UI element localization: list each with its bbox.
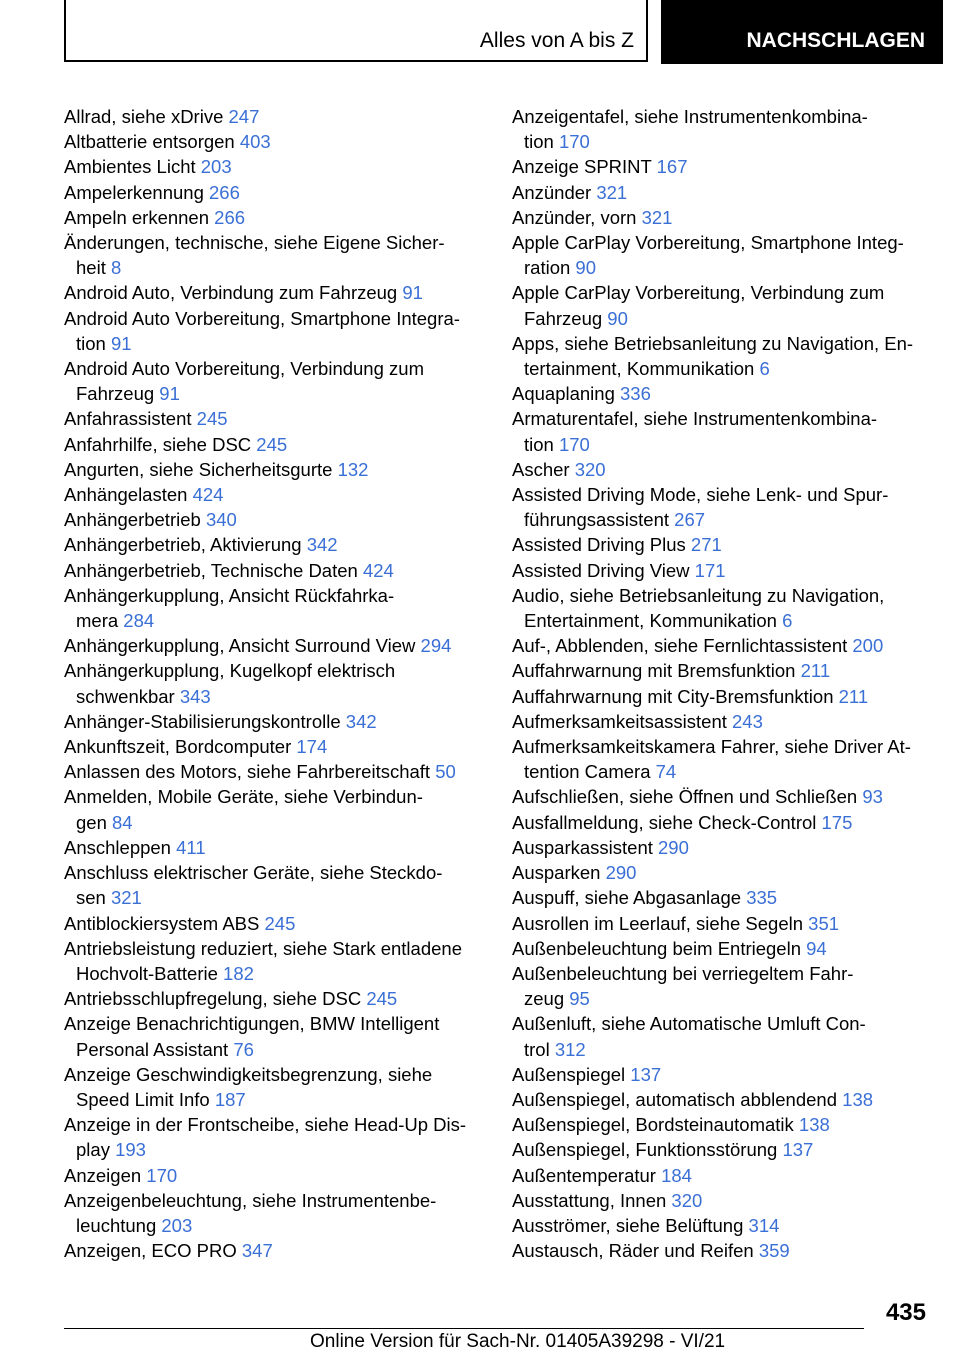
index-entry-term: Angurten, siehe Sicherheitsgurte: [64, 458, 338, 480]
page-reference-link[interactable]: 320: [574, 458, 606, 480]
page-reference-link[interactable]: 267: [674, 509, 706, 531]
index-entry: [64, 306, 484, 356]
section-title: Alles von A bis Z: [479, 29, 634, 52]
index-entry: [64, 709, 484, 734]
page-reference-link[interactable]: 84: [112, 811, 133, 833]
page-reference-link[interactable]: 266: [214, 206, 246, 228]
index-entry-term: Apple CarPlay Vorbereitung, Verbindung zum: [512, 282, 885, 304]
index-entry: [512, 1213, 930, 1238]
index-entry: [512, 684, 930, 709]
page-reference-link[interactable]: 95: [569, 988, 590, 1010]
page-reference-link[interactable]: 170: [146, 1164, 178, 1186]
index-entry-term: Antriebsleistung reduziert, siehe Stark entladene: [64, 937, 462, 959]
page-reference-link[interactable]: 6: [759, 358, 770, 380]
index-entry: [64, 482, 484, 507]
page-reference-link[interactable]: 203: [161, 1214, 193, 1236]
page-reference-link[interactable]: 132: [337, 458, 369, 480]
index-entry-term: Außenspiegel, Bordsteinautomatik: [512, 1114, 799, 1136]
index-entry-term: Auffahrwarnung mit City-Bremsfunktion: [512, 685, 839, 707]
index-entry: [512, 961, 930, 1011]
index-entry-term: Apple CarPlay Vorbereitung, Smartphone Integ-: [512, 232, 904, 254]
index-entry-term: Änderungen, technische, siehe Eigene Sicher-: [64, 232, 445, 254]
page-reference-link[interactable]: 351: [808, 912, 840, 934]
index-entry-term: Anhängerkupplung, Ansicht Rückfahrka-: [64, 584, 395, 606]
page-reference-link[interactable]: 211: [800, 660, 831, 682]
index-entry-term: Anzeige Geschwindigkeitsbegrenzung, siehe: [64, 1063, 433, 1085]
index-entry: [64, 180, 484, 205]
index-entry-term: Ampeln erkennen: [64, 206, 215, 228]
index-entry: [512, 154, 930, 179]
index-entry-term: Außenspiegel, Funktionsstörung: [512, 1139, 783, 1161]
index-entry-term: Anhängerkupplung, Kugelkopf elektrisch: [64, 660, 396, 682]
page-reference-link[interactable]: 320: [671, 1189, 703, 1211]
page-reference-link[interactable]: 403: [239, 131, 271, 153]
index-entry-term-continued: führungsassistent: [524, 509, 675, 531]
index-entry-term: Aufschließen, siehe Öffnen und Schließen: [512, 786, 863, 808]
index-entry-term: Audio, siehe Betriebsanleitung zu Navigation,: [512, 584, 885, 606]
index-entry: [512, 104, 930, 154]
index-entry: [64, 1112, 484, 1162]
page-reference-link[interactable]: 187: [214, 1088, 246, 1110]
index-entry-term-continued: Speed Limit Info: [76, 1088, 215, 1110]
index-entry-term-continued: tion: [524, 433, 559, 455]
index-entry-term: Ausrollen im Leerlauf, siehe Segeln: [512, 912, 809, 934]
index-entry-term: Ambientes Licht: [64, 156, 201, 178]
header-chapter-bar: [661, 0, 943, 64]
index-entry: [64, 280, 484, 305]
page-reference-link[interactable]: 138: [842, 1088, 874, 1110]
index-entry-term: Anhänger-Stabilisierungskontrolle: [64, 710, 346, 732]
index-entry-term: Ausparkassistent: [512, 836, 659, 858]
index-entry: [64, 104, 484, 129]
index-entry-term: Außenbeleuchtung beim Entriegeln: [512, 937, 807, 959]
chapter-title: NACHSCHLAGEN: [746, 29, 925, 52]
page-reference-link[interactable]: 175: [821, 811, 853, 833]
index-entry: [512, 633, 930, 658]
index-entry-term: Anzeige Benachrichtigungen, BMW Intelligent: [64, 1013, 440, 1035]
index-entry: [64, 583, 484, 633]
page-reference-link[interactable]: 245: [196, 408, 228, 430]
index-entry: [64, 759, 484, 784]
index-entry-term-continued: Fahrzeug: [76, 383, 160, 405]
index-entry-term-continued: gen: [76, 811, 113, 833]
footer-version-text: Online Version für Sach-Nr. 01405A39298 - VI/21: [310, 1331, 726, 1352]
page-reference-link[interactable]: 90: [575, 257, 596, 279]
index-entry-term: Auspuff, siehe Abgasanlage: [512, 887, 747, 909]
index-entry-term: Antiblockiersystem ABS: [64, 912, 265, 934]
index-entry-term: Anhängelasten: [64, 484, 193, 506]
index-entry-term: Ausparken: [512, 862, 606, 884]
index-column-left: [64, 104, 484, 1263]
index-entry-term-continued: leuchtung: [76, 1214, 162, 1236]
index-entry-term: Anhängerbetrieb, Technische Daten: [64, 559, 363, 581]
index-entry: [512, 1062, 930, 1087]
index-entry-term: Aufmerksamkeitsassistent: [512, 710, 733, 732]
page-reference-link[interactable]: 284: [123, 610, 155, 632]
page-reference-link[interactable]: 170: [558, 131, 590, 153]
index-entry: [512, 1087, 930, 1112]
index-entry-term: Ankunftszeit, Bordcomputer: [64, 736, 297, 758]
index-entry: [64, 1062, 484, 1112]
index-entry: [512, 885, 930, 910]
page-reference-link[interactable]: 321: [641, 206, 673, 228]
page-reference-link[interactable]: 200: [852, 635, 884, 657]
index-entry: [512, 860, 930, 885]
index-entry-term-continued: Entertainment, Kommunikation: [524, 610, 783, 632]
index-entry-term-continued: heit: [76, 257, 111, 279]
index-entry-term-continued: Hochvolt-Batterie: [76, 962, 224, 984]
index-entry: [64, 129, 484, 154]
page-reference-link[interactable]: 266: [209, 181, 240, 203]
index-entry-term-continued: trol: [524, 1038, 555, 1060]
index-entry: [64, 406, 484, 431]
index-entry: [64, 734, 484, 759]
index-entry: [64, 1163, 484, 1188]
index-entry-term: Anschleppen: [64, 836, 177, 858]
index-entry-term: Android Auto Vorbereitung, Smartphone Integra-: [64, 307, 460, 329]
index-entry: [512, 784, 930, 809]
index-entry-term: Auf-, Abblenden, siehe Fernlichtassistent: [512, 635, 853, 657]
page-reference-link[interactable]: 314: [748, 1214, 780, 1236]
index-entry: [512, 457, 930, 482]
page-reference-link[interactable]: 93: [862, 786, 883, 808]
index-entry-term: Assisted Driving Plus: [512, 534, 691, 556]
index-entry: [512, 1137, 930, 1162]
index-entry-term: Außenluft, siehe Automatische Umluft Con-: [512, 1013, 866, 1035]
index-entry: [512, 734, 930, 784]
index-entry-term: Außenspiegel: [512, 1063, 631, 1085]
page-reference-link[interactable]: 138: [798, 1114, 830, 1136]
page-reference-link[interactable]: 171: [694, 559, 726, 581]
index-entry-term: Android Auto, Verbindung zum Fahrzeug: [64, 282, 403, 304]
index-entry-term: Aufmerksamkeitskamera Fahrer, siehe Driver At-: [512, 736, 911, 758]
page-reference-link[interactable]: 342: [345, 710, 377, 732]
index-entry-term-continued: sen: [76, 887, 111, 909]
index-entry-term: Anzeigen, ECO PRO: [64, 1240, 242, 1262]
index-entry-term: Anzeigenbeleuchtung, siehe Instrumentenbe-: [64, 1189, 437, 1211]
index-entry: [512, 583, 930, 633]
page-reference-link[interactable]: 290: [658, 836, 689, 858]
page-reference-link[interactable]: 184: [661, 1164, 692, 1186]
footer-divider: [64, 1328, 864, 1329]
page-reference-link[interactable]: 336: [620, 383, 651, 405]
index-entry: [512, 810, 930, 835]
page-reference-link[interactable]: 90: [607, 307, 628, 329]
index-entry: [512, 1188, 930, 1213]
index-entry-term: Armaturentafel, siehe Instrumentenkombina-: [512, 408, 878, 430]
index-entry: [512, 1238, 930, 1263]
page-reference-link[interactable]: 50: [435, 761, 456, 783]
index-entry: [512, 1011, 930, 1061]
index-entry: [64, 986, 484, 1011]
index-entry-term: Assisted Driving View: [512, 559, 695, 581]
page-reference-link[interactable]: 74: [655, 761, 677, 783]
page-reference-link[interactable]: 343: [179, 685, 211, 707]
index-entry: [64, 230, 484, 280]
index-entry-term-continued: tertainment, Kommunikation: [524, 358, 760, 380]
index-entry-term-continued: schwenkbar: [76, 685, 180, 707]
index-entry-term: Anhängerkupplung, Ansicht Surround View: [64, 635, 421, 657]
index-entry-term: Außenspiegel, automatisch abblendend: [512, 1088, 843, 1110]
index-entry-term: Anzeigentafel, siehe Instrumentenkombina-: [512, 106, 868, 127]
index-entry-term-continued: tion: [524, 131, 559, 153]
page-reference-link[interactable]: 94: [806, 937, 827, 959]
index-entry: [64, 860, 484, 910]
index-entry: [512, 936, 930, 961]
index-entry-term-continued: Fahrzeug: [524, 307, 608, 329]
index-entry-term: Anzeige SPRINT: [512, 156, 657, 178]
index-entry: [64, 835, 484, 860]
index-entry-term-continued: tion: [76, 332, 111, 354]
page-reference-link[interactable]: 347: [241, 1240, 273, 1262]
page-reference-link[interactable]: 245: [264, 912, 296, 934]
index-entry: [64, 1011, 484, 1061]
page-reference-link[interactable]: 203: [200, 156, 232, 178]
index-entry: [512, 1163, 930, 1188]
index-entry: [512, 381, 930, 406]
index-entry-term: Antriebsschlupfregelung, siehe DSC: [64, 988, 367, 1010]
page-reference-link[interactable]: 167: [656, 156, 688, 178]
page-reference-link[interactable]: 335: [746, 887, 778, 909]
index-entry-term: Ascher: [512, 458, 575, 480]
index-entry-term-continued: tention Camera: [524, 761, 656, 783]
index-entry-term: Anfahrhilfe, siehe DSC: [64, 433, 257, 455]
index-entry: [512, 835, 930, 860]
page-reference-link[interactable]: 245: [366, 988, 398, 1010]
index-entry-term: Außenbeleuchtung bei verriegeltem Fahr-: [512, 962, 854, 984]
page-reference-link[interactable]: 411: [176, 836, 206, 858]
index-entry-term: Anfahrassistent: [64, 408, 197, 430]
page-reference-link[interactable]: 91: [159, 383, 180, 405]
index-entry: [64, 658, 484, 708]
page-reference-link[interactable]: 294: [420, 635, 452, 657]
index-entry-term: Aquaplaning: [512, 383, 621, 405]
page-reference-link[interactable]: 271: [690, 534, 722, 556]
page-reference-link[interactable]: 6: [782, 610, 793, 632]
page-reference-link[interactable]: 290: [605, 862, 637, 884]
page-reference-link[interactable]: 193: [115, 1139, 146, 1161]
index-entry-term-continued: mera: [76, 610, 124, 632]
index-entry-term: Anlassen des Motors, siehe Fahrbereitschaft: [64, 761, 436, 783]
index-entry-term: Anhängerbetrieb: [64, 509, 206, 531]
index-entry: [512, 482, 930, 532]
index-entry: [512, 406, 930, 456]
index-entry: [512, 532, 930, 557]
page-reference-link[interactable]: 245: [256, 433, 288, 455]
page-reference-link[interactable]: 321: [596, 181, 628, 203]
index-entry-term: Ausfallmeldung, siehe Check-Control: [512, 811, 822, 833]
index-entry-term: Auffahrwarnung mit Bremsfunktion: [512, 660, 801, 682]
page-reference-link[interactable]: 359: [758, 1240, 790, 1262]
index-entry-term: Android Auto Vorbereitung, Verbindung zum: [64, 358, 424, 380]
page-reference-link[interactable]: 91: [402, 282, 423, 304]
index-entry: [64, 558, 484, 583]
index-entry-term: Allrad, siehe xDrive: [64, 106, 229, 127]
index-entry: [512, 658, 930, 683]
index-entry-term: Ausstattung, Innen: [512, 1189, 672, 1211]
page-reference-link[interactable]: 174: [296, 736, 328, 758]
page-reference-link[interactable]: 76: [233, 1038, 254, 1060]
index-entry-term: Anzünder: [512, 181, 597, 203]
index-entry-term-continued: Personal Assistant: [76, 1038, 234, 1060]
index-entry-term-continued: ration: [524, 257, 576, 279]
page-reference-link[interactable]: 243: [732, 710, 763, 732]
index-column-right: [512, 104, 930, 1263]
page-reference-link[interactable]: 340: [205, 509, 237, 531]
index-entry: [64, 633, 484, 658]
page-reference-link[interactable]: 342: [306, 534, 338, 556]
page-reference-link[interactable]: 312: [554, 1038, 586, 1060]
index-entry-term: Altbatterie entsorgen: [64, 131, 240, 153]
header-section-box: [64, 0, 648, 62]
index-entry: [64, 1188, 484, 1238]
index-entry-term-continued: zeug: [524, 988, 570, 1010]
index-entry: [64, 205, 484, 230]
index-entry-term: Austausch, Räder und Reifen: [512, 1240, 759, 1262]
index-entry-term: Anmelden, Mobile Geräte, siehe Verbindun-: [64, 786, 423, 808]
index-entry-term: Anhängerbetrieb, Aktivierung: [64, 534, 307, 556]
index-entry-term: Apps, siehe Betriebsanleitung zu Navigation, En-: [512, 332, 914, 354]
page-reference-link[interactable]: 170: [558, 433, 590, 455]
index-entry-term: Anzünder, vorn: [512, 206, 642, 228]
index-entry: [512, 709, 930, 734]
index-entry-term: Assisted Driving Mode, siehe Lenk- und Spur-: [512, 484, 889, 506]
index-entry: [64, 911, 484, 936]
index-entry: [512, 331, 930, 381]
index-entry: [64, 154, 484, 179]
index-entry: [512, 205, 930, 230]
index-entry: [512, 1112, 930, 1137]
index-entry: [64, 432, 484, 457]
index-entry-term-continued: play: [76, 1139, 116, 1161]
index-entry-term: Anzeigen: [64, 1164, 147, 1186]
index-entry: [512, 180, 930, 205]
index-entry-term: Ausströmer, siehe Belüftung: [512, 1214, 749, 1236]
index-entry: [64, 507, 484, 532]
index-entry-term: Anzeige in der Frontscheibe, siehe Head-Up Dis-: [64, 1114, 467, 1136]
index-entry: [64, 532, 484, 557]
index-entry-term: Anschluss elektrischer Geräte, siehe Steckdo-: [64, 862, 443, 884]
page-reference-link[interactable]: 424: [192, 484, 224, 506]
page-reference-link[interactable]: 91: [110, 332, 132, 354]
index-entry: [64, 356, 484, 406]
page-reference-link[interactable]: 321: [110, 887, 142, 909]
page-reference-link[interactable]: 247: [228, 106, 260, 127]
index-entry: [64, 1238, 484, 1263]
index-entry: [64, 784, 484, 834]
index-entry-term: Außentemperatur: [512, 1164, 662, 1186]
page-reference-link[interactable]: 182: [223, 962, 254, 984]
index-entry: [512, 911, 930, 936]
index-entry: [512, 230, 930, 280]
index-entry: [64, 457, 484, 482]
index-entry-term: Ampelerkennung: [64, 181, 210, 203]
index-entry: [512, 280, 930, 330]
page-reference-link[interactable]: 8: [110, 257, 122, 279]
index-entry: [64, 936, 484, 986]
page-reference-link[interactable]: 211: [838, 685, 869, 707]
page-reference-link[interactable]: 137: [630, 1063, 662, 1085]
page-reference-link[interactable]: 424: [362, 559, 394, 581]
page-number: 435: [885, 1299, 926, 1326]
page-reference-link[interactable]: 137: [782, 1139, 814, 1161]
index-entry: [512, 558, 930, 583]
